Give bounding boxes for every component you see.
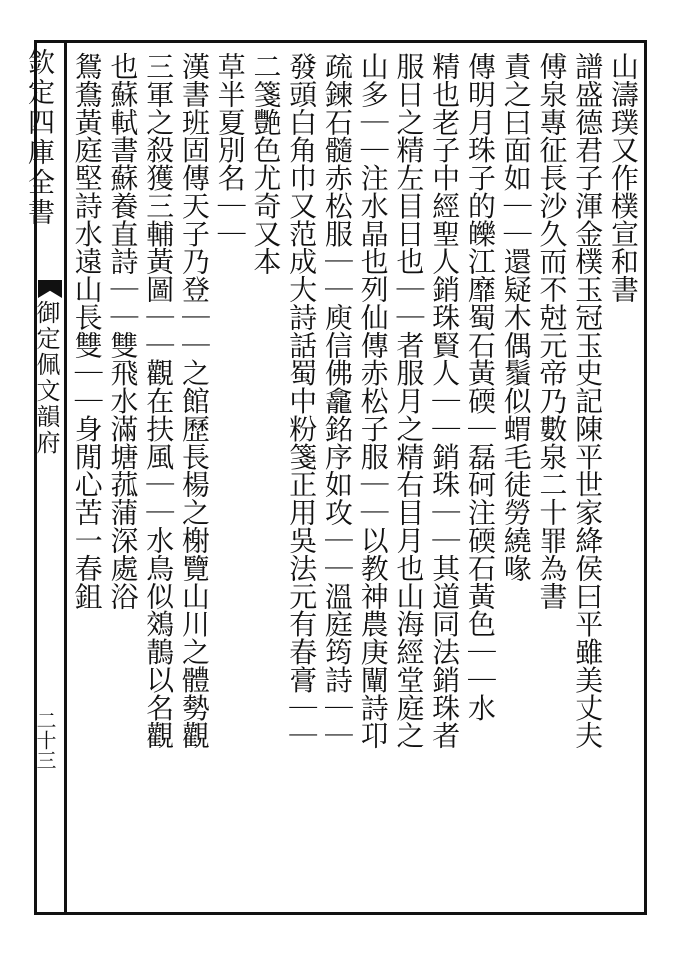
text-column-8: 山多｜｜注水晶也列仙傳赤松子服｜｜以教神農庚闡詩卭 [355,52,389,749]
text-column-5: 傳明月珠子的皪江靡蜀石黃碝｜磊砢注碝石黃色｜｜水 [463,52,496,722]
text-column-11: 二箋艷色尤奇又本 [248,52,282,276]
section-title: 御定佩文韻府 [32,300,60,456]
top-border [34,40,646,43]
book-title: 欽定四庫全書 [23,48,54,228]
fish-tail-mark-icon [38,280,62,298]
text-column-2: 譜盛德君子渾金樸玉冠玉史記陳平世家絳侯曰平雖美丈夫 [570,52,604,749]
text-column-1: 山濤璞又作樸宣和書 [606,52,639,303]
text-column-3: 傅泉專征長沙久而不尅元帝乃數泉二十罪為書 [534,52,568,610]
text-column-10: 發頭白角巾又范成大詩話蜀中粉箋正用吳法元有春膏｜｜ [284,52,318,749]
text-column-14: 三軍之殺獲三輔黃圖｜｜觀在扶風｜｜水鳥似鵁鶄以名觀 [141,52,175,749]
text-column-16: 鴛鴦黃庭堅詩水遠山長雙｜｜身閒心苦一春鉏 [69,52,103,610]
bottom-border [34,912,646,915]
margin-divider [64,40,67,915]
page-number: 二十三 [33,710,57,770]
text-column-12: 草半夏別名｜｜ [212,52,246,248]
text-column-9: 疏鍊石髓赤松服｜｜庾信佛龕銘序如攻｜｜溫庭筠詩｜｜ [320,52,353,749]
right-border [644,40,647,915]
text-column-15: 也蘇軾書蘇養直詩｜｜雙飛水滿塘菰蒲深處浴 [105,52,139,610]
text-column-4: 責之曰面如｜｜還疑木偶鬚似蝟毛徒勞繞喙 [498,52,532,582]
text-column-7: 服日之精左目日也｜｜者服月之精右目月也山海經堂庭之 [391,52,425,749]
text-column-13: 漢書班固傳天子乃登｜｜之館歷長楊之榭覽山川之體勢觀 [177,52,210,749]
text-column-6: 精也老子中經聖人銷珠賢人｜｜銷珠｜｜其道同法銷珠者 [427,52,461,749]
